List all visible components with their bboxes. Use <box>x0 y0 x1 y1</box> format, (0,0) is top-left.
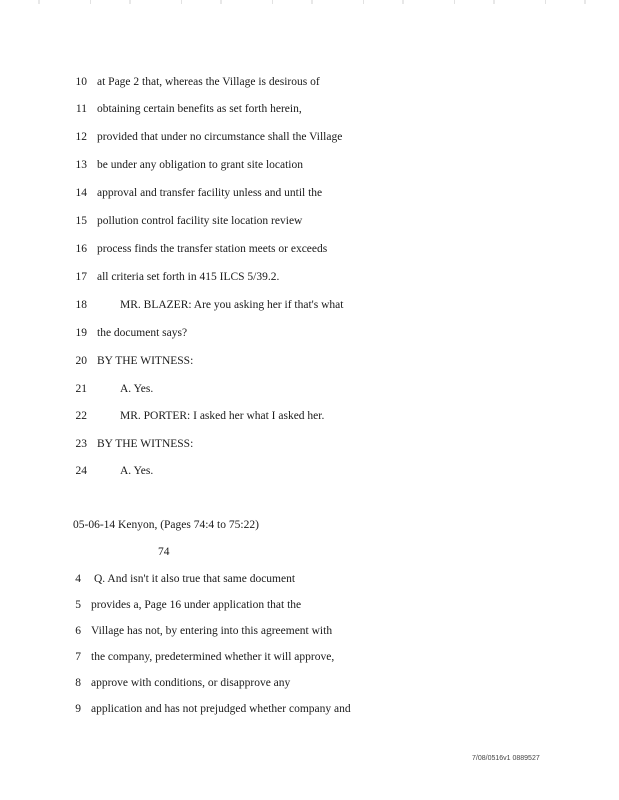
line-number: 8 <box>75 677 81 689</box>
excerpt-reference: 05-06-14 Kenyon, (Pages 74:4 to 75:22) <box>73 519 259 531</box>
line-number: 9 <box>75 703 81 715</box>
line-number: 14 <box>75 187 87 199</box>
line-text: Village has not, by entering into this agreement with <box>91 625 333 637</box>
line-text: process finds the transfer station meets or exceeds <box>97 243 328 255</box>
line-number: 5 <box>75 599 81 611</box>
line-number: 22 <box>75 410 87 422</box>
line-text: obtaining certain benefits as set forth herein, <box>97 103 302 115</box>
line-text: BY THE WITNESS: <box>97 438 194 450</box>
page-number: 74 <box>158 546 170 558</box>
line-text: approve with conditions, or disapprove any <box>91 677 291 689</box>
line-number: 4 <box>75 573 81 585</box>
bates-number: 7/08/0516v1 0889527 <box>472 755 540 762</box>
line-number: 6 <box>75 625 81 637</box>
line-number: 16 <box>75 243 87 255</box>
line-text: A. Yes. <box>120 383 154 395</box>
line-number: 12 <box>75 131 87 143</box>
line-text: MR. BLAZER: Are you asking her if that's what <box>120 299 344 311</box>
line-text: MR. PORTER: I asked her what I asked her. <box>120 410 325 422</box>
line-number: 21 <box>75 383 87 395</box>
line-text: pollution control facility site location review <box>97 215 303 227</box>
line-number: 13 <box>75 159 87 171</box>
line-number: 19 <box>75 327 87 339</box>
line-number: 23 <box>75 438 87 450</box>
line-text: application and has not prejudged whether company and <box>91 703 351 715</box>
line-text: approval and transfer facility unless and until the <box>97 187 323 199</box>
line-number: 15 <box>75 215 87 227</box>
line-text: all criteria set forth in 415 ILCS 5/39.2. <box>97 271 280 283</box>
line-number: 20 <box>75 355 87 367</box>
line-text: A. Yes. <box>120 465 154 477</box>
line-number: 18 <box>75 299 87 311</box>
line-number: 17 <box>75 271 87 283</box>
scan-edge-artifact <box>0 0 619 4</box>
line-text: be under any obligation to grant site location <box>97 159 303 171</box>
line-number: 7 <box>75 651 81 663</box>
line-number: 10 <box>75 76 87 88</box>
line-text: the company, predetermined whether it will approve, <box>91 651 335 663</box>
line-text: the document says? <box>97 327 188 339</box>
line-text: at Page 2 that, whereas the Village is desirous of <box>97 76 320 88</box>
line-text: provided that under no circumstance shall the Village <box>97 131 343 143</box>
line-number: 24 <box>75 465 87 477</box>
line-text: BY THE WITNESS: <box>97 355 194 367</box>
line-text: Q. And isn't it also true that same document <box>94 573 296 585</box>
line-number: 11 <box>75 103 87 115</box>
line-text: provides a, Page 16 under application that the <box>91 599 302 611</box>
